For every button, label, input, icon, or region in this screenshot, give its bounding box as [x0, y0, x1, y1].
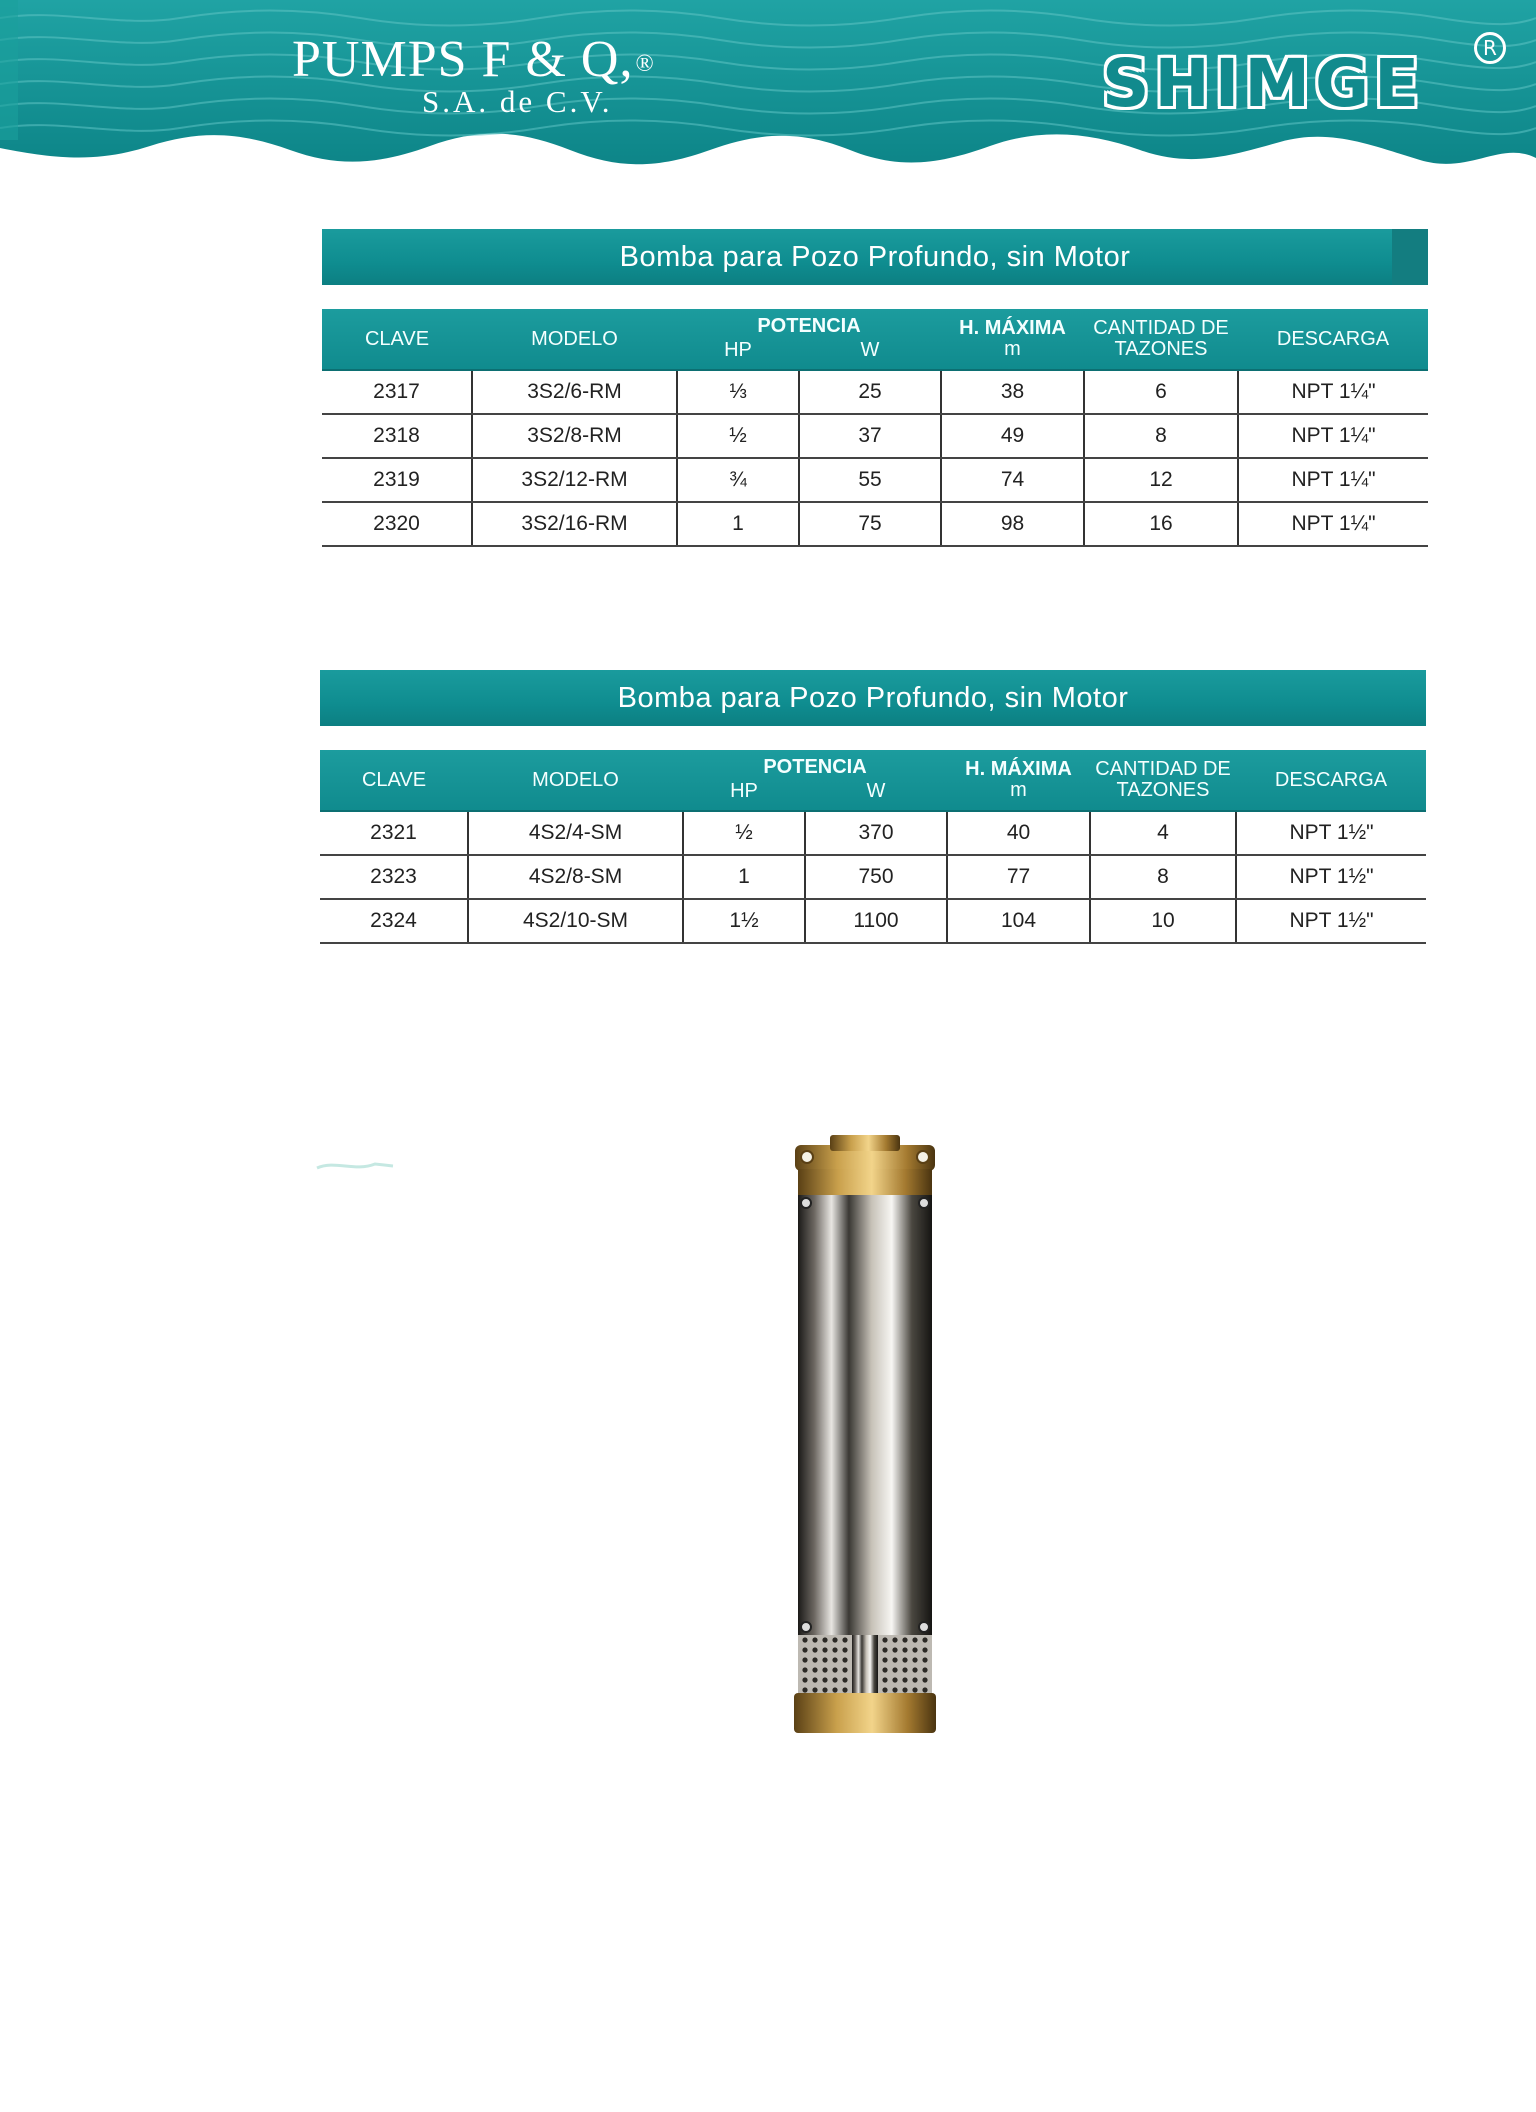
- cell-w: 37: [799, 414, 941, 458]
- cell-w: 25: [799, 370, 941, 414]
- cell-hp: 1: [683, 855, 805, 899]
- header-potencia-label: POTENCIA: [757, 315, 861, 337]
- cell-w: 750: [805, 855, 947, 899]
- table-row: [322, 414, 1428, 458]
- table-row: [322, 370, 1428, 414]
- cell-w: 55: [799, 458, 941, 502]
- header-hmax-label: H. MÁXIMA: [959, 317, 1066, 339]
- cell-descarga: NPT 1¼": [1238, 458, 1428, 502]
- table-header-row: [322, 309, 1428, 370]
- cell-w: 1100: [805, 899, 947, 943]
- section-title-2: [320, 670, 1426, 726]
- cell-hmax: 49: [941, 414, 1084, 458]
- cell-descarga: NPT 1¼": [1238, 370, 1428, 414]
- cell-hp: ½: [683, 811, 805, 855]
- header-potencia-label: POTENCIA: [763, 756, 867, 778]
- cell-hp: 1: [677, 502, 799, 546]
- header-potencia: [683, 750, 947, 811]
- company-registered-mark: ®: [635, 51, 655, 77]
- cell-descarga: NPT 1¼": [1238, 414, 1428, 458]
- header-descarga: DESCARGA: [1236, 750, 1426, 811]
- cell-modelo: 4S2/4-SM: [468, 811, 683, 855]
- company-name-text: PUMPS F & Q,: [292, 31, 634, 88]
- shimge-logo: [1102, 36, 1497, 124]
- scan-artifact-icon: [315, 1150, 395, 1180]
- company-logo: [292, 30, 752, 120]
- header-tazones-line1: CANTIDAD DE: [1093, 317, 1229, 339]
- company-name: [292, 30, 752, 90]
- header-hmax-label: H. MÁXIMA: [965, 758, 1072, 780]
- header-w: W: [860, 339, 880, 361]
- company-suffix: S.A. de C.V.: [422, 84, 613, 119]
- cell-descarga: NPT 1½": [1236, 855, 1426, 899]
- header-hp: HP: [724, 339, 752, 361]
- table-row: [320, 855, 1426, 899]
- cell-tazones: 6: [1084, 370, 1238, 414]
- cell-hmax: 104: [947, 899, 1090, 943]
- cell-hmax: 74: [941, 458, 1084, 502]
- table-row: [322, 458, 1428, 502]
- header-hmax: [941, 309, 1084, 370]
- header-tazones: [1090, 750, 1236, 811]
- header-hp: HP: [730, 780, 758, 802]
- cell-modelo: 3S2/6-RM: [472, 370, 677, 414]
- section-title-1: [322, 229, 1428, 285]
- header-modelo: MODELO: [472, 309, 677, 370]
- cell-tazones: 4: [1090, 811, 1236, 855]
- cell-clave: 2318: [322, 414, 472, 458]
- header-descarga: DESCARGA: [1238, 309, 1428, 370]
- header-banner: [0, 0, 1536, 175]
- header-hmax-unit: m: [1004, 338, 1021, 360]
- header-tazones-line1: CANTIDAD DE: [1095, 758, 1231, 780]
- header-modelo: MODELO: [468, 750, 683, 811]
- cell-hmax: 40: [947, 811, 1090, 855]
- header-clave: CLAVE: [322, 309, 472, 370]
- cell-tazones: 8: [1084, 414, 1238, 458]
- cell-hp: ⅓: [677, 370, 799, 414]
- cell-tazones: 12: [1084, 458, 1238, 502]
- header-tazones-line2: TAZONES: [1114, 338, 1208, 360]
- spec-table-1: [322, 309, 1428, 547]
- cell-hp: ¾: [677, 458, 799, 502]
- cell-clave: 2321: [320, 811, 468, 855]
- cell-modelo: 4S2/10-SM: [468, 899, 683, 943]
- table-row: [322, 502, 1428, 546]
- header-hmax: [947, 750, 1090, 811]
- table-header-row: [320, 750, 1426, 811]
- section-title-2-text: Bomba para Pozo Profundo, sin Motor: [617, 682, 1129, 714]
- cell-hmax: 98: [941, 502, 1084, 546]
- header-tazones: [1084, 309, 1238, 370]
- header-hmax-unit: m: [1010, 779, 1027, 801]
- brand-registered-mark: R: [1474, 32, 1506, 64]
- cell-clave: 2320: [322, 502, 472, 546]
- cell-clave: 2319: [322, 458, 472, 502]
- cell-modelo: 3S2/12-RM: [472, 458, 677, 502]
- cell-tazones: 16: [1084, 502, 1238, 546]
- cell-descarga: NPT 1¼": [1238, 502, 1428, 546]
- cell-hmax: 77: [947, 855, 1090, 899]
- header-potencia: [677, 309, 941, 370]
- cell-tazones: 8: [1090, 855, 1236, 899]
- cell-hp: 1½: [683, 899, 805, 943]
- table-row: [320, 811, 1426, 855]
- section-title-1-text: Bomba para Pozo Profundo, sin Motor: [619, 241, 1131, 273]
- header-tazones-line2: TAZONES: [1116, 779, 1210, 801]
- cell-hp: ½: [677, 414, 799, 458]
- brand-name: SHIMGE: [1102, 45, 1425, 122]
- cell-clave: 2324: [320, 899, 468, 943]
- table-row: [320, 899, 1426, 943]
- title-edge-1: [1392, 229, 1428, 285]
- cell-modelo: 3S2/16-RM: [472, 502, 677, 546]
- cell-w: 370: [805, 811, 947, 855]
- cell-w: 75: [799, 502, 941, 546]
- cell-descarga: NPT 1½": [1236, 811, 1426, 855]
- cell-clave: 2323: [320, 855, 468, 899]
- cell-hmax: 38: [941, 370, 1084, 414]
- cell-tazones: 10: [1090, 899, 1236, 943]
- cell-clave: 2317: [322, 370, 472, 414]
- cell-modelo: 4S2/8-SM: [468, 855, 683, 899]
- submersible-pump-icon: [790, 1135, 945, 1740]
- spec-table-2: [320, 750, 1426, 944]
- header-clave: CLAVE: [320, 750, 468, 811]
- cell-descarga: NPT 1½": [1236, 899, 1426, 943]
- cell-modelo: 3S2/8-RM: [472, 414, 677, 458]
- header-w: W: [866, 780, 886, 802]
